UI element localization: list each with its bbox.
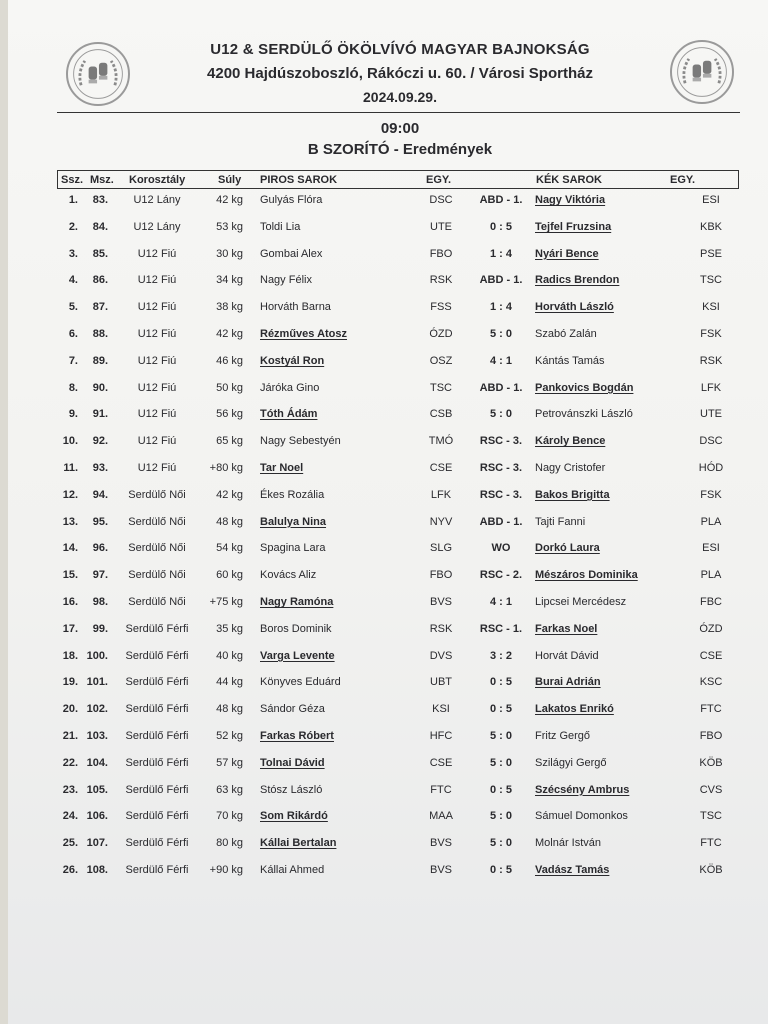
blue-corner-name: Vadász Tamás <box>535 864 610 876</box>
weight-class: 34 kg <box>216 274 243 287</box>
age-class: Serdülő Női <box>128 596 186 608</box>
blue-corner-club: RSK <box>699 354 723 367</box>
bout-result: 5 : 0 <box>489 328 512 340</box>
weight-class: 30 kg <box>216 247 243 260</box>
bout-result: 0 : 5 <box>489 703 512 716</box>
red-corner-name: Nagy Ramóna <box>260 596 334 608</box>
match-number: 96. <box>92 542 108 555</box>
red-corner-name: Kállai Ahmed <box>260 864 325 876</box>
blue-corner-club: KÖB <box>699 864 723 876</box>
red-corner-name: Gombai Alex <box>260 247 323 260</box>
blue-corner-club: ESI <box>702 542 720 555</box>
blue-corner-club: FTC <box>700 703 722 716</box>
blue-corner-club: FTC <box>700 837 722 850</box>
age-class: Serdülő Női <box>128 515 186 528</box>
weight-class: +75 kg <box>209 596 243 608</box>
blue-corner-name: Szécsény Ambrus <box>535 783 630 796</box>
blue-corner-name: Nagy Viktória <box>535 194 606 206</box>
table-row <box>0 701 768 721</box>
match-number: 106. <box>86 810 108 823</box>
bout-result: 5 : 0 <box>489 730 512 742</box>
weight-class: 42 kg <box>216 488 243 501</box>
blue-corner-club: UTE <box>700 408 722 421</box>
match-number: 93. <box>92 462 108 474</box>
table-row <box>0 272 768 292</box>
table-row <box>0 755 768 775</box>
weight-class: 40 kg <box>216 649 243 662</box>
red-corner-name: Horváth Barna <box>260 301 331 314</box>
blue-corner-name: Petrovánszki László <box>535 408 633 421</box>
col-blue-corner: KÉK SAROK <box>536 174 603 186</box>
bout-number: 15. <box>62 569 78 582</box>
weight-class: 80 kg <box>216 837 243 850</box>
age-class: U12 Fiú <box>137 354 177 367</box>
red-corner-name: Tar Noel <box>260 462 304 474</box>
red-corner-club: FBO <box>429 569 453 582</box>
red-corner-club: DSC <box>429 194 453 206</box>
age-class: Serdülő Férfi <box>125 837 189 850</box>
bout-result: 4 : 1 <box>489 596 512 608</box>
bout-result: 3 : 2 <box>489 649 512 662</box>
blue-corner-club: TSC <box>700 810 722 823</box>
red-corner-name: Nagy Sebestyén <box>260 435 341 448</box>
red-corner-name: Nagy Félix <box>260 274 312 287</box>
age-class: U12 Fiú <box>137 328 177 340</box>
weight-class: 42 kg <box>216 328 243 340</box>
red-corner-club: RSK <box>429 622 453 635</box>
table-row <box>0 862 768 882</box>
blue-corner-club: TSC <box>700 274 722 287</box>
age-class: Serdülő Női <box>128 569 186 582</box>
table-row <box>0 219 768 239</box>
weight-class: +80 kg <box>209 462 243 474</box>
bout-number: 20. <box>62 703 78 716</box>
age-class: Serdülő Férfi <box>125 649 189 662</box>
blue-corner-club: PSE <box>699 247 722 260</box>
blue-corner-club: PLA <box>700 569 722 582</box>
red-corner-club: UTE <box>430 220 452 233</box>
blue-corner-club: ESI <box>702 194 720 206</box>
blue-corner-club: KBK <box>699 220 722 233</box>
match-number: 102. <box>86 703 108 716</box>
age-class: U12 Lány <box>133 194 181 206</box>
weight-class: 50 kg <box>216 381 243 394</box>
age-class: Serdülő Férfi <box>125 622 189 635</box>
bout-number: 25. <box>62 837 78 850</box>
weight-class: 48 kg <box>216 703 243 716</box>
red-corner-club: TMÓ <box>428 435 454 448</box>
bout-result: 0 : 5 <box>489 676 512 689</box>
bout-number: 16. <box>62 596 78 608</box>
blue-corner-name: Horváth László <box>535 301 614 314</box>
bout-number: 10. <box>62 435 78 448</box>
red-corner-name: Kállai Bertalan <box>260 837 337 850</box>
blue-corner-name: Molnár István <box>535 837 602 850</box>
bout-result: ABD - 1. <box>479 274 523 287</box>
match-number: 95. <box>92 515 108 528</box>
match-number: 107. <box>86 837 108 850</box>
bout-result: 1 : 4 <box>489 301 512 314</box>
red-corner-club: FSS <box>430 301 452 314</box>
match-number: 84. <box>92 220 108 233</box>
blue-corner-name: Pankovics Bogdán <box>535 381 634 394</box>
match-number: 92. <box>92 435 108 448</box>
blue-corner-name: Dorkó Laura <box>535 542 600 555</box>
bout-number: 24. <box>62 810 78 823</box>
age-class: U12 Fiú <box>137 462 177 474</box>
blue-corner-name: Sámuel Domonkos <box>535 810 628 823</box>
table-row <box>0 246 768 266</box>
table-row <box>0 835 768 855</box>
blue-corner-name: Bakos Brigitta <box>535 488 610 501</box>
red-corner-name: Som Rikárdó <box>260 810 328 823</box>
table-row <box>0 487 768 507</box>
weight-class: 38 kg <box>216 301 243 314</box>
red-corner-name: Varga Levente <box>260 649 335 662</box>
red-corner-name: Spagina Lara <box>260 542 326 555</box>
blue-corner-name: Lakatos Enrikó <box>535 703 614 716</box>
table-row <box>0 433 768 453</box>
bout-result: 5 : 0 <box>489 756 512 769</box>
blue-corner-club: CVS <box>699 783 723 796</box>
blue-corner-name: Farkas Noel <box>535 622 598 635</box>
table-row <box>0 406 768 426</box>
match-number: 83. <box>92 194 108 206</box>
age-class: U12 Lány <box>133 220 181 233</box>
match-number: 104. <box>86 756 108 769</box>
bout-result: WO <box>491 542 511 555</box>
table-row <box>0 621 768 641</box>
bout-number: 26. <box>62 864 78 876</box>
blue-corner-club: KÖB <box>699 756 723 769</box>
bout-result: ABD - 1. <box>479 194 523 206</box>
red-corner-club: DVS <box>429 649 453 662</box>
table-row <box>0 674 768 694</box>
red-corner-name: Kostyál Ron <box>260 354 325 367</box>
blue-corner-name: Horvát Dávid <box>535 649 599 662</box>
bout-number: 11. <box>63 462 78 474</box>
bout-result: 5 : 0 <box>489 408 512 421</box>
bout-result: RSC - 2. <box>479 569 523 582</box>
weight-class: 53 kg <box>216 220 243 233</box>
blue-corner-club: KSI <box>702 301 720 314</box>
match-number: 103. <box>86 730 108 742</box>
weight-class: 56 kg <box>216 408 243 421</box>
blue-corner-club: FBO <box>699 730 723 742</box>
weight-class: 48 kg <box>216 515 243 528</box>
age-class: Serdülő Férfi <box>125 810 189 823</box>
age-class: Serdülő Férfi <box>125 730 189 742</box>
age-class: U12 Fiú <box>137 435 177 448</box>
match-number: 87. <box>92 301 108 314</box>
red-corner-club: CSB <box>429 408 453 421</box>
match-number: 85. <box>92 247 108 260</box>
weight-class: 57 kg <box>216 756 243 769</box>
age-class: Serdülő Férfi <box>125 864 189 876</box>
red-corner-club: UBT <box>430 676 452 689</box>
red-corner-club: CSE <box>429 756 453 769</box>
championship-title: U12 & SERDÜLŐ ÖKÖLVÍVÓ MAGYAR BAJNOKSÁG <box>210 41 590 58</box>
bout-number: 2. <box>68 220 78 233</box>
match-number: 105. <box>86 783 108 796</box>
match-number: 97. <box>92 569 108 582</box>
bout-number: 4. <box>68 274 78 287</box>
red-corner-club: NYV <box>429 515 453 528</box>
table-row <box>0 728 768 748</box>
weight-class: 52 kg <box>216 730 243 742</box>
blue-corner-club: HÓD <box>698 462 724 474</box>
match-number: 101. <box>86 676 108 689</box>
match-number: 89. <box>92 354 108 367</box>
blue-corner-club: CSE <box>699 649 723 662</box>
col-club-red: EGY. <box>426 174 452 186</box>
table-row <box>0 326 768 346</box>
age-class: U12 Fiú <box>137 247 177 260</box>
age-class: Serdülő Férfi <box>125 676 189 689</box>
col-weight: Súly <box>218 174 242 186</box>
age-class: U12 Fiú <box>137 301 177 314</box>
match-number: 86. <box>92 274 108 287</box>
red-corner-club: BVS <box>429 837 452 850</box>
weight-class: 60 kg <box>216 569 243 582</box>
table-row <box>0 782 768 802</box>
bout-number: 21. <box>62 730 78 742</box>
red-corner-club: LFK <box>430 488 452 501</box>
bout-number: 13. <box>62 515 78 528</box>
weight-class: 63 kg <box>216 783 243 796</box>
red-corner-name: Könyves Eduárd <box>260 676 341 689</box>
red-corner-club: ÓZD <box>429 328 453 340</box>
blue-corner-club: DSC <box>699 435 723 448</box>
col-msz: Msz. <box>90 174 114 186</box>
match-number: 108. <box>86 864 108 876</box>
bout-number: 1. <box>68 194 78 206</box>
age-class: Serdülő Férfi <box>125 783 189 796</box>
bout-result: RSC - 3. <box>479 435 523 448</box>
match-number: 94. <box>92 488 108 501</box>
red-corner-name: Toldi Lia <box>260 220 301 233</box>
blue-corner-name: Kántás Tamás <box>535 354 605 367</box>
blue-corner-name: Burai Adrián <box>535 676 601 689</box>
blue-corner-name: Károly Bence <box>535 435 606 448</box>
table-row <box>0 380 768 400</box>
age-class: Serdülő Női <box>128 488 186 501</box>
bout-result: RSC - 1. <box>479 622 523 635</box>
bout-result: ABD - 1. <box>479 515 523 528</box>
table-row <box>0 353 768 373</box>
age-class: Serdülő Női <box>128 542 186 555</box>
table-row <box>0 594 768 614</box>
blue-corner-name: Tejfel Fruzsina <box>535 220 612 233</box>
results-subtitle: B SZORÍTÓ - Eredmények <box>307 141 493 158</box>
red-corner-club: KSI <box>432 703 450 716</box>
table-row <box>0 460 768 480</box>
red-corner-name: Balulya Nina <box>260 515 327 528</box>
bout-result: 1 : 4 <box>489 247 512 260</box>
red-corner-name: Kovács Aliz <box>260 569 317 582</box>
bout-number: 9. <box>68 408 78 421</box>
bout-number: 23. <box>62 783 78 796</box>
red-corner-name: Járóka Gino <box>260 381 320 394</box>
red-corner-club: FTC <box>430 783 452 796</box>
red-corner-name: Tolnai Dávid <box>260 756 325 769</box>
red-corner-club: MAA <box>429 810 453 823</box>
venue-address: 4200 Hajdúszoboszló, Rákóczi u. 60. / Városi Sportház <box>207 65 593 82</box>
weight-class: 35 kg <box>216 622 243 635</box>
weight-class: 42 kg <box>216 194 243 206</box>
blue-corner-name: Nagy Cristofer <box>535 462 606 474</box>
blue-corner-name: Nyári Bence <box>535 247 599 260</box>
col-club-blue: EGY. <box>670 174 696 186</box>
weight-class: 70 kg <box>216 810 243 823</box>
bout-result: ABD - 1. <box>479 381 523 394</box>
blue-corner-club: KSC <box>699 676 723 689</box>
bout-result: RSC - 3. <box>479 462 523 474</box>
blue-corner-name: Tajti Fanni <box>535 515 586 528</box>
weight-class: 54 kg <box>216 542 243 555</box>
col-age: Korosztály <box>129 174 186 186</box>
session-time: 09:00 <box>380 120 420 137</box>
table-row <box>0 299 768 319</box>
red-corner-name: Sándor Géza <box>260 703 325 716</box>
bout-number: 3. <box>68 247 78 260</box>
blue-corner-club: ÓZD <box>699 622 723 635</box>
bout-result: 0 : 5 <box>489 220 512 233</box>
blue-corner-name: Radics Brendon <box>535 274 620 287</box>
bout-number: 12. <box>62 488 78 501</box>
red-corner-name: Ékes Rozália <box>260 488 325 501</box>
bout-number: 14. <box>62 542 78 555</box>
red-corner-name: Boros Dominik <box>260 622 332 635</box>
bout-number: 18. <box>62 649 78 662</box>
table-row <box>0 648 768 668</box>
blue-corner-name: Mészáros Dominika <box>535 569 638 582</box>
weight-class: 44 kg <box>216 676 243 689</box>
match-number: 98. <box>92 596 108 608</box>
bout-number: 7. <box>68 354 78 367</box>
red-corner-club: RSK <box>429 274 453 287</box>
col-no: Ssz. <box>61 174 84 186</box>
weight-class: 46 kg <box>216 354 243 367</box>
blue-corner-name: Szilágyi Gergő <box>535 756 607 769</box>
red-corner-club: TSC <box>430 381 452 394</box>
red-corner-club: OSZ <box>429 354 453 367</box>
bout-result: RSC - 3. <box>479 488 523 501</box>
bout-result: 5 : 0 <box>489 810 512 823</box>
age-class: Serdülő Férfi <box>125 703 189 716</box>
blue-corner-club: LFK <box>700 381 722 394</box>
match-number: 100. <box>86 649 108 662</box>
weight-class: +90 kg <box>209 864 243 876</box>
red-corner-club: HFC <box>429 730 453 742</box>
red-corner-club: CSE <box>429 462 453 474</box>
bout-number: 5. <box>68 301 78 314</box>
bout-result: 4 : 1 <box>489 354 512 367</box>
red-corner-club: SLG <box>429 542 452 555</box>
blue-corner-club: PLA <box>700 515 722 528</box>
bout-result: 0 : 5 <box>489 864 512 876</box>
red-corner-name: Rézműves Atosz <box>260 328 348 340</box>
match-number: 88. <box>92 328 108 340</box>
blue-corner-club: FSK <box>700 488 722 501</box>
red-corner-name: Gulyás Flóra <box>260 194 323 206</box>
age-class: U12 Fiú <box>137 274 177 287</box>
bout-number: 17. <box>62 622 78 635</box>
bout-number: 19. <box>62 676 78 689</box>
bout-number: 8. <box>68 381 78 394</box>
bout-number: 6. <box>68 328 78 340</box>
col-red-corner: PIROS SAROK <box>260 174 338 186</box>
blue-corner-name: Fritz Gergő <box>535 730 591 742</box>
red-corner-name: Tóth Ádám <box>260 408 318 421</box>
age-class: Serdülő Férfi <box>125 756 189 769</box>
bout-result: 5 : 0 <box>489 837 512 850</box>
blue-corner-club: FSK <box>700 328 722 340</box>
match-number: 91. <box>92 408 108 421</box>
red-corner-name: Stósz László <box>260 783 323 796</box>
bout-number: 22. <box>62 756 78 769</box>
table-row <box>0 808 768 828</box>
blue-corner-name: Szabó Zalán <box>535 328 597 340</box>
match-number: 99. <box>92 622 108 635</box>
table-row <box>0 192 768 212</box>
red-corner-club: BVS <box>429 864 452 876</box>
match-number: 90. <box>92 381 108 394</box>
red-corner-name: Farkas Róbert <box>260 730 334 742</box>
red-corner-club: BVS <box>429 596 452 608</box>
table-row <box>0 540 768 560</box>
red-corner-club: FBO <box>429 247 453 260</box>
age-class: U12 Fiú <box>137 408 177 421</box>
blue-corner-club: FBC <box>700 596 722 608</box>
bout-result: 0 : 5 <box>489 783 512 796</box>
event-date: 2024.09.29. <box>363 89 437 105</box>
age-class: U12 Fiú <box>137 381 177 394</box>
table-row <box>0 567 768 587</box>
blue-corner-name: Lipcsei Mercédesz <box>535 596 627 608</box>
table-row <box>0 514 768 534</box>
weight-class: 65 kg <box>216 435 243 448</box>
